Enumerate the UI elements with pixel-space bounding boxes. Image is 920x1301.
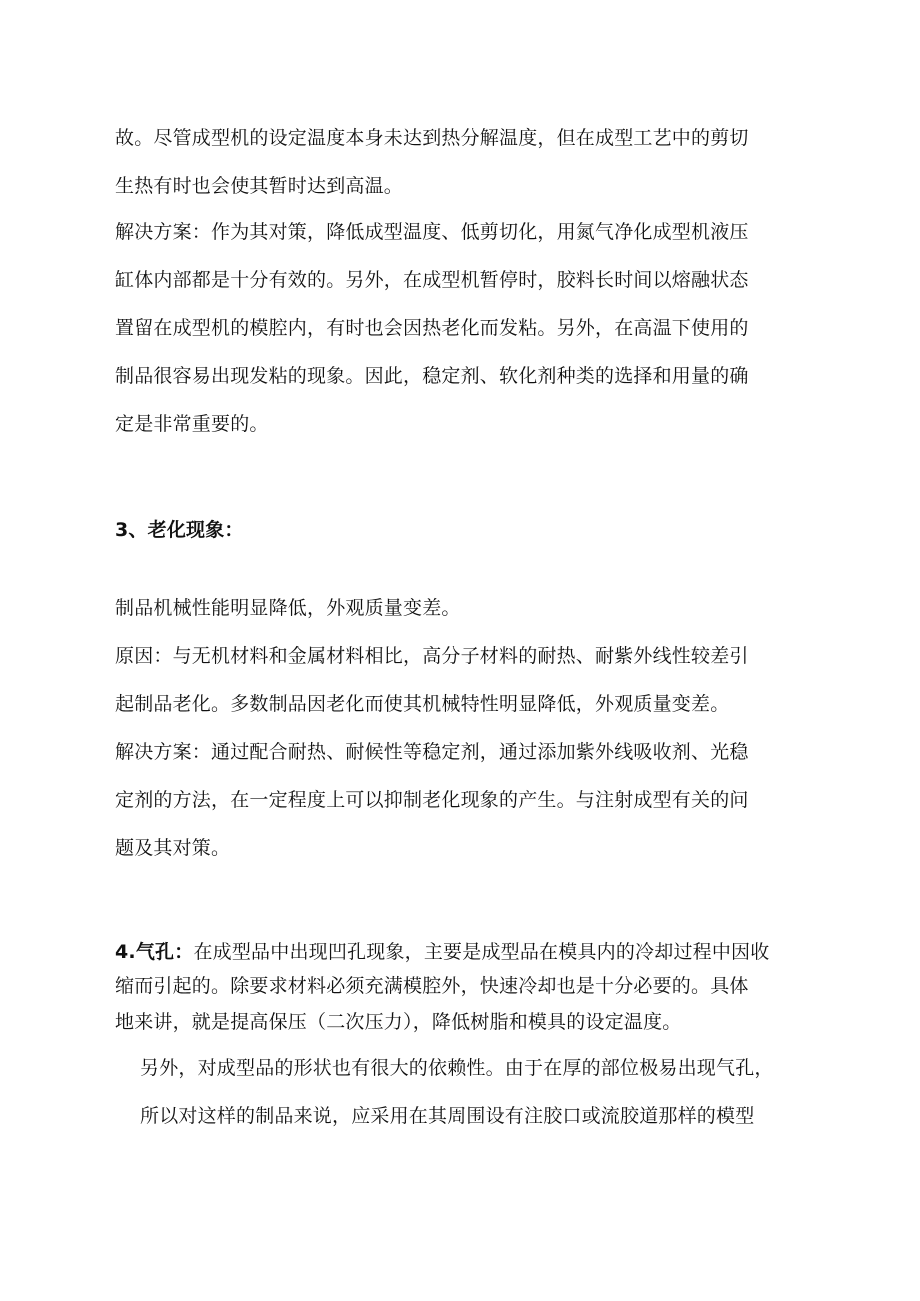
section-heading: 3、老化现象： [115,519,244,541]
text-line: 定是非常重要的。 [115,413,269,435]
text-fragment: 在成型品中出现凹孔现象，主要是成型品在模具内的冷却过程中因收 [193,941,770,963]
text-line: 题及其对策。 [115,837,231,859]
text-line: 缸体内部都是十分有效的。另外，在成型机暂停时，胶料长时间以熔融状态 [115,269,749,291]
text-line: 生热有时也会使其暂时达到高温。 [115,175,404,197]
text-line: 置留在成型机的模腔内，有时也会因热老化而发粘。另外，在高温下使用的 [115,317,749,339]
text-line: 解决方案：作为其对策，降低成型温度、低剪切化，用氮气净化成型机液压 [115,221,749,243]
text-line: 缩而引起的。除要求材料必须充满模腔外，快速冷却也是十分必要的。具体 [115,975,749,997]
text-line: 起制品老化。多数制品因老化而使其机械特性明显降低，外观质量变差。 [115,693,730,715]
text-line [115,940,769,964]
text-line: 制品机械性能明显降低，外观质量变差。 [115,597,461,619]
text-line: 所以对这样的制品来说，应采用在其周围设有注胶口或流胶道那样的模型 [140,1105,755,1127]
text-line: 故。尽管成型机的设定温度本身未达到热分解温度，但在成型工艺中的剪切 [115,127,749,149]
text-line: 另外，对成型品的形状也有很大的依赖性。由于在厚的部位极易出现气孔， [140,1057,774,1079]
text-line: 解决方案：通过配合耐热、耐候性等稳定剂，通过添加紫外线吸收剂、光稳 [115,741,749,763]
text-line: 定剂的方法，在一定程度上可以抑制老化现象的产生。与注射成型有关的问 [115,789,749,811]
text-line: 地来讲，就是提高保压（二次压力），降低树脂和模具的设定温度。 [115,1011,682,1033]
text-line: 制品很容易出现发粘的现象。因此，稳定剂、软化剂种类的选择和用量的确 [115,365,749,387]
text-line: 原因：与无机材料和金属材料相比，高分子材料的耐热、耐紫外线性较差引 [115,645,749,667]
section-heading: 4.气孔： [115,941,194,963]
